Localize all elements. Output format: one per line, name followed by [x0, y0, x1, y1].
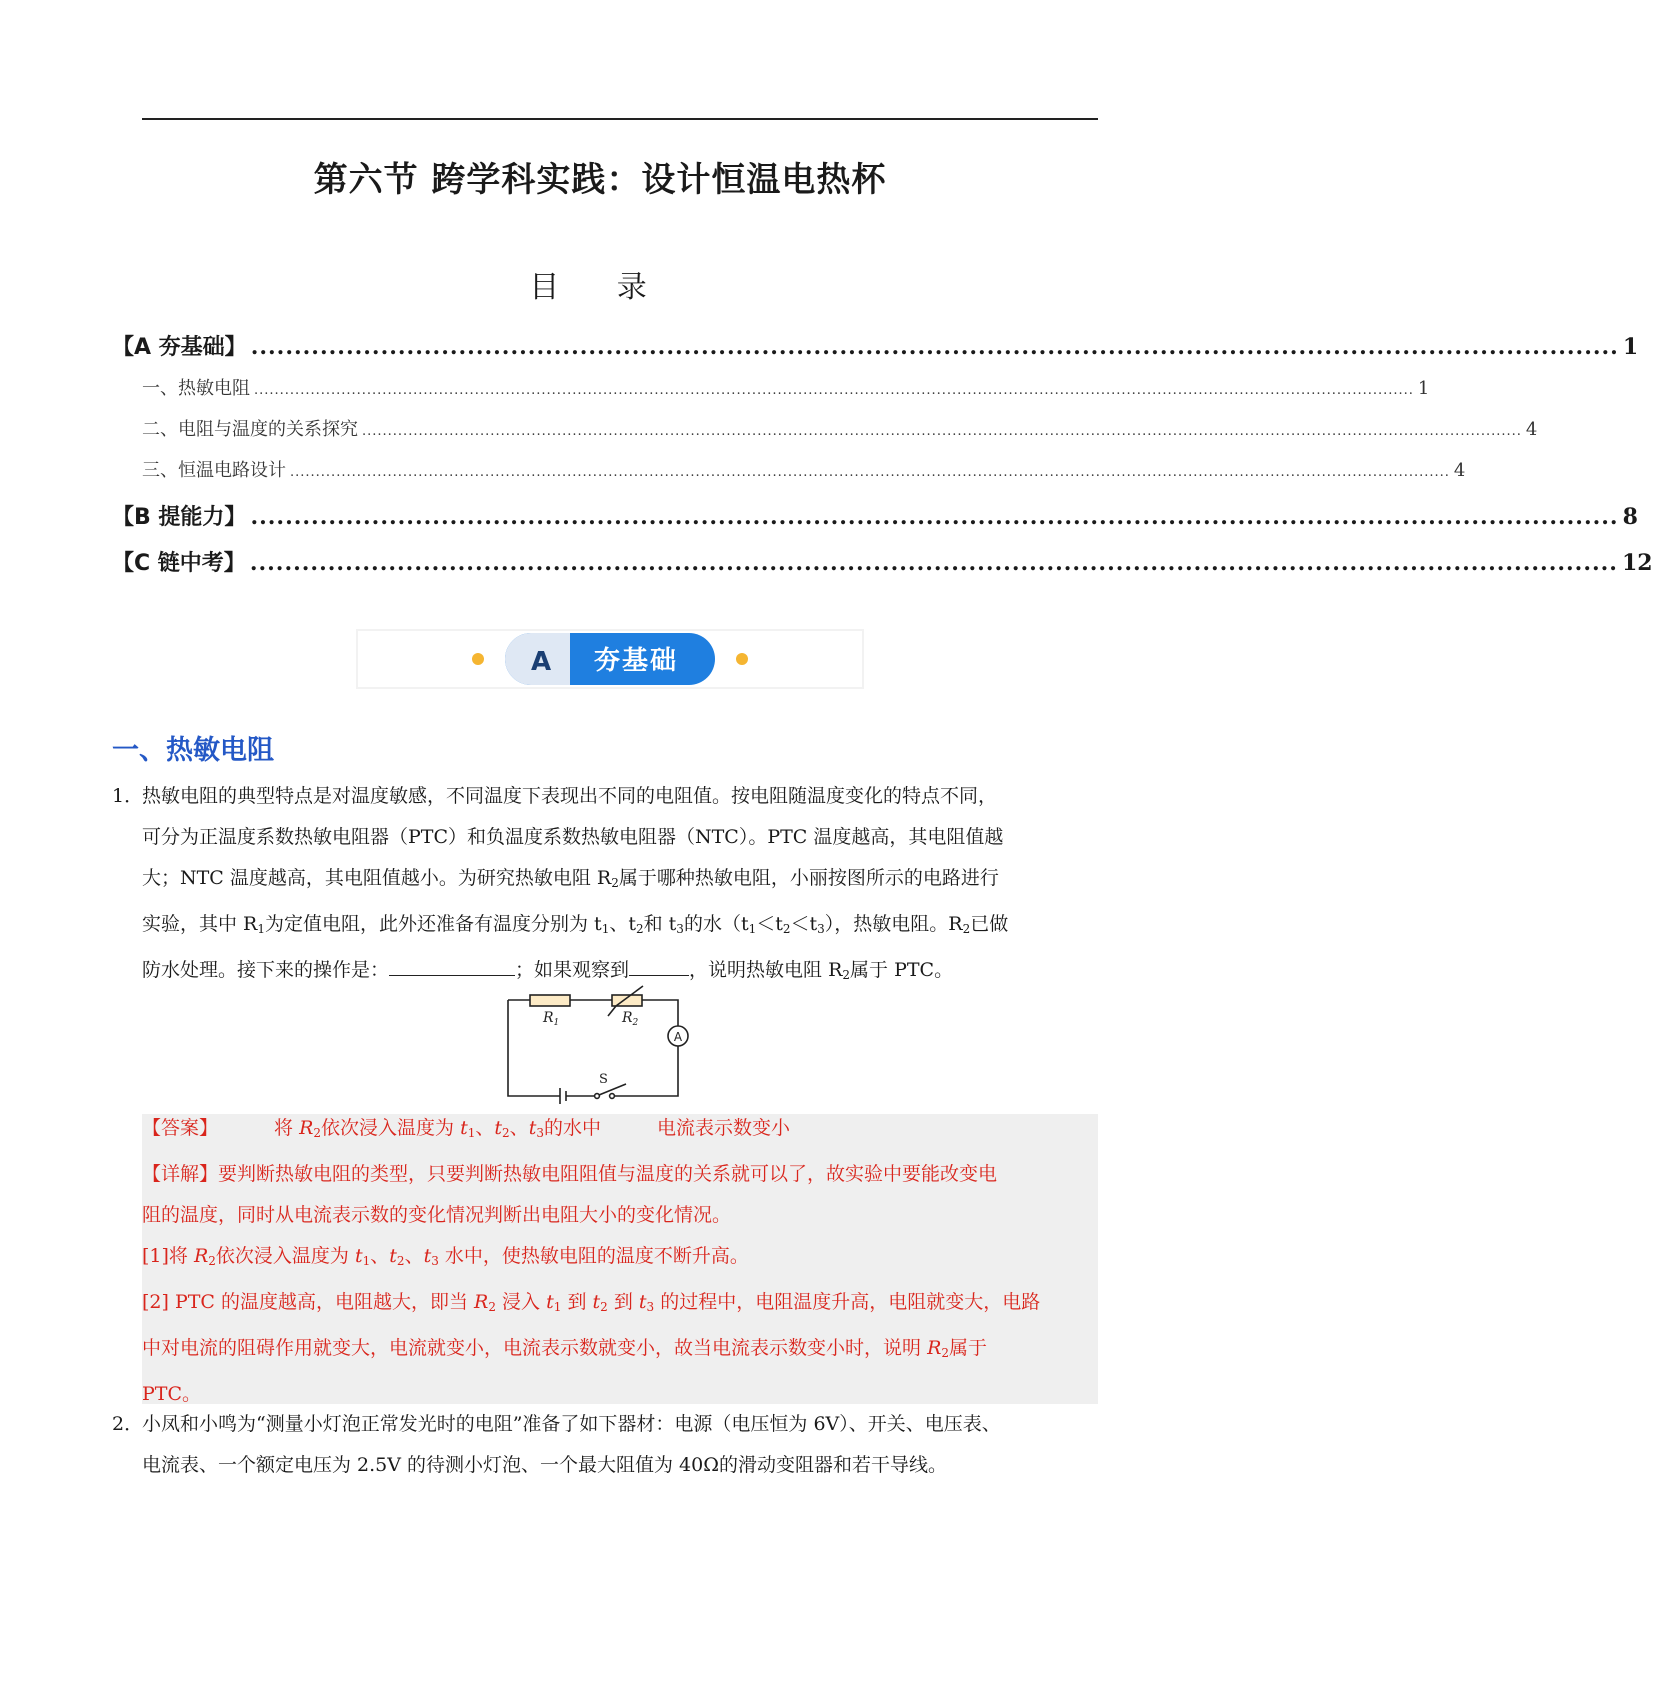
answer-detail: 阻的温度，同时从电流表示数的变化情况判断出电阻大小的变化情况。 [142, 1204, 732, 1226]
resistor-r1 [530, 995, 570, 1006]
circuit-diagram [500, 988, 710, 1108]
question-line: 防水处理。接下来的操作是： ；如果观察到 ，说明热敏电阻 $R_2$属于 PTC。 [142, 950, 1102, 996]
toc-entry[interactable] [142, 456, 1466, 482]
switch-label: S [599, 1072, 608, 1087]
page-title: 第六节 跨学科实践：设计恒温电热杯 [313, 160, 887, 200]
toc-page-number: 8 [1622, 504, 1638, 530]
svg-text:R1: $R_1$ [543, 1010, 560, 1028]
answer-detail: PTC。 [142, 1383, 201, 1405]
toc-entry[interactable] [142, 415, 1538, 441]
toc-entry-label: 二、电阻与温度的关系探究 [142, 419, 358, 440]
answer-detail: 【详解】要判断热敏电阻的类型，只要判断热敏电阻阻值与温度的关系就可以了，故实验中要能改变电 [142, 1163, 998, 1185]
answer-blank-1[interactable] [389, 953, 515, 976]
answer-content [142, 1108, 1098, 1415]
question-1 [112, 776, 1102, 996]
header-rule [142, 118, 1098, 120]
toc-entry-label: 一、热敏电阻 [142, 378, 250, 399]
question-line: 热敏电阻的典型特点是对温度敏感，不同温度下表现出不同的电阻值。按电阻随温度变化的特点不同， [142, 785, 998, 807]
toc-leader: .............................................................................................................................................................. [250, 334, 1619, 360]
question-line: 大；NTC 温度越高，其电阻值越小。为研究热敏电阻 $R_2$属于哪种热敏电阻，小丽按图所示的电路进行 [142, 867, 999, 890]
toc-page-number: 1 [1417, 378, 1430, 399]
r2-label: R [622, 1010, 633, 1026]
question-2 [112, 1404, 1102, 1486]
section-banner [355, 628, 865, 690]
toc-entry-label: 【A 夯基础】 [112, 335, 247, 360]
question-line: 电流表、一个额定电压为 2.5V 的待测小灯泡、一个最大阻值为 40Ω的滑动变阻器和若干导线。 [142, 1454, 947, 1476]
ammeter-label: A [673, 1030, 683, 1044]
banner-dot [736, 653, 748, 665]
toc-entry[interactable] [142, 374, 1430, 400]
toc-page-number: 1 [1622, 334, 1639, 360]
thermistor-r2 [612, 995, 642, 1006]
r1-label: R [543, 1010, 554, 1026]
toc-entry-label: 三、恒温电路设计 [142, 460, 286, 481]
section-heading: 一、热敏电阻 [112, 735, 274, 766]
toc-heading: 目 录 [529, 270, 671, 305]
toc-entry[interactable] [112, 546, 1653, 577]
question-line: 小凤和小鸣为“测量小灯泡正常发光时的电阻”准备了如下器材：电源（电压恒为 6V）、开关、电压表、 [142, 1413, 1001, 1435]
toc-entry[interactable] [112, 330, 1639, 361]
toc-entry-label: 【C 链中考】 [112, 551, 246, 576]
toc-leader: .................................................................................................................................................................................................................................. [290, 465, 1450, 480]
toc-leader: .................................................................................................................................................................................................................................. [362, 424, 1522, 439]
banner-letter: A [530, 647, 552, 677]
question-number: 1． [112, 785, 144, 807]
toc-entry[interactable] [112, 500, 1638, 531]
svg-text:R2: $R_2$ [622, 1010, 639, 1028]
toc-leader: .............................................................................................................................................................. [250, 504, 1619, 530]
toc-page-number: 12 [1621, 550, 1653, 576]
toc-leader: .............................................................................................................................................................. [249, 550, 1618, 576]
banner-dot [472, 653, 484, 665]
answer-detail: [2] PTC 的温度越高，电阻越大，即当 $R_2$ 浸入 $t_1$ 到 $t_2$ 到 $t_3$ 的过程中，电阻温度升高，电阻就变大，电路 [142, 1291, 1041, 1314]
toc-leader: .................................................................................................................................................................................................................................. [254, 383, 1414, 398]
toc-page-number: 4 [1453, 460, 1466, 481]
answer-detail: [1]将 $R_2$依次浸入温度为 $t_1$、$t_2$、$t_3$ 水中，使热敏电阻的温度不断升高。 [142, 1245, 749, 1268]
answer-line: 【答案】 将 $R_2$依次浸入温度为 $t_1$、$t_2$、$t_3$的水中 电流表示数变小 [142, 1117, 790, 1140]
question-line: 实验，其中 $R_1$为定值电阻，此外还准备有温度分别为 $t_1$、$t_2$和 $t_3$的水$(t_1<t_2<t_3)$，热敏电阻。$R_2$已做 [142, 913, 1009, 936]
answer-blank-2[interactable] [629, 953, 689, 976]
question-line: 可分为正温度系数热敏电阻器（PTC）和负温度系数热敏电阻器（NTC）。PTC 温度越高，其电阻值越 [142, 826, 1004, 848]
toc-entry-label: 【B 提能力】 [112, 505, 247, 530]
answer-detail: 中对电流的阻碍作用就变大，电流就变小，电流表示数就变小，故当电流表示数变小时，说明 $R_2$属于 [142, 1337, 988, 1360]
toc-page-number: 4 [1525, 419, 1538, 440]
question-number: 2． [112, 1413, 144, 1435]
banner-text: 夯基础 [593, 646, 679, 676]
